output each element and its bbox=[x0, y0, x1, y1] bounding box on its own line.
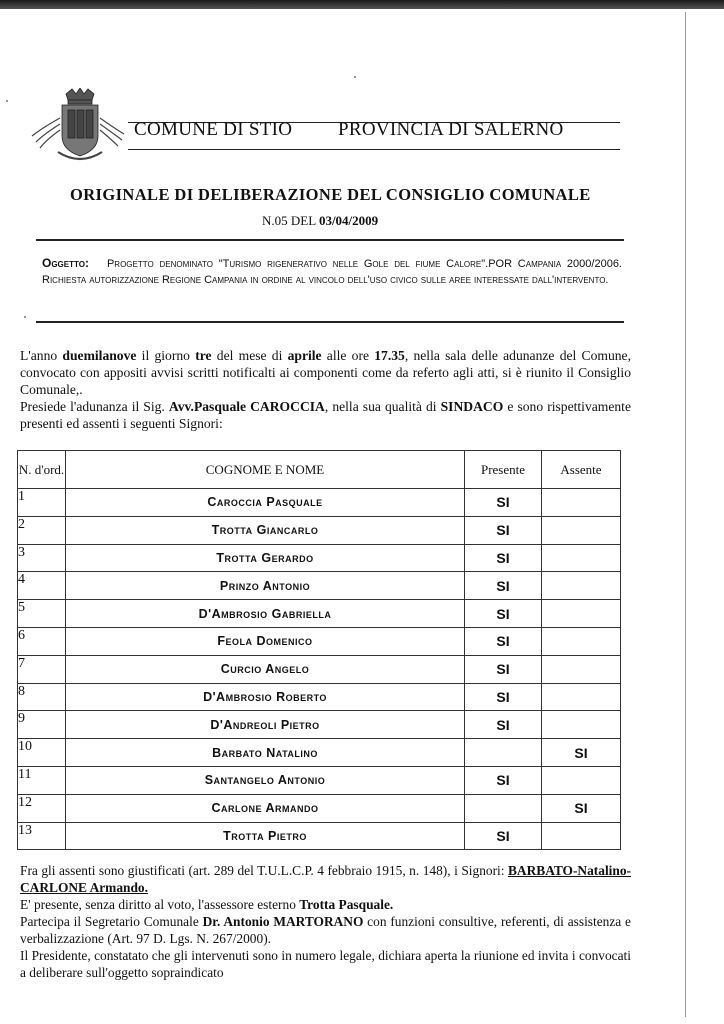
deliberation-number bbox=[262, 213, 378, 229]
footer-para-assessor bbox=[20, 896, 631, 913]
attendance-row bbox=[18, 766, 621, 794]
present-mark: SI bbox=[465, 600, 542, 628]
attendance-row bbox=[18, 822, 621, 850]
secretary-name: Dr. Antonio MARTORANO bbox=[202, 914, 364, 929]
present-mark: SI bbox=[465, 711, 542, 739]
row-number: 9 bbox=[18, 711, 66, 739]
scan-top-border bbox=[0, 0, 724, 9]
present-mark: SI bbox=[465, 766, 542, 794]
intro-month: aprile bbox=[287, 348, 322, 363]
member-name: Feola Domenico bbox=[66, 627, 465, 655]
president-role: SINDACO bbox=[440, 399, 504, 414]
present-mark: SI bbox=[465, 489, 542, 517]
attendance-body bbox=[18, 489, 621, 850]
attendance-row bbox=[18, 544, 621, 572]
present-mark: SI bbox=[465, 655, 542, 683]
document-title: ORIGINALE DI DELIBERAZIONE DEL CONSIGLIO COMUNALE bbox=[70, 185, 591, 204]
divider-above-oggetto bbox=[36, 239, 624, 241]
present-mark: SI bbox=[465, 683, 542, 711]
member-name: D'Ambrosio Gabriella bbox=[66, 600, 465, 628]
attendance-row bbox=[18, 489, 621, 517]
row-number: 13 bbox=[18, 822, 66, 850]
member-name: Trotta Pietro bbox=[66, 822, 465, 850]
intro-paragraph bbox=[20, 347, 631, 432]
attendance-row bbox=[18, 516, 621, 544]
row-number: 5 bbox=[18, 600, 66, 628]
attendance-row bbox=[18, 655, 621, 683]
row-number: 8 bbox=[18, 683, 66, 711]
member-name: Santangelo Antonio bbox=[66, 766, 465, 794]
present-mark: SI bbox=[465, 516, 542, 544]
footer-para-absent bbox=[20, 862, 631, 896]
provincia-name: PROVINCIA DI SALERNO bbox=[338, 119, 564, 140]
present-mark bbox=[465, 794, 542, 822]
letterhead-rule-bottom bbox=[128, 149, 620, 150]
absent-mark bbox=[542, 544, 621, 572]
absent-mark: SI bbox=[542, 739, 621, 767]
intro-text: del mese di bbox=[211, 348, 288, 363]
deliberation-number-prefix: N.05 DEL bbox=[262, 213, 319, 228]
assessor-name: Trotta Pasquale. bbox=[299, 897, 394, 912]
attendance-header-row bbox=[18, 451, 621, 489]
scan-speck bbox=[6, 100, 8, 102]
intro-text: , nella sala delle adunanze del Comune, convocato con appositi avvisi scritti notificalti ai componenti come da referto agli atti, si è riunito il Consiglio Comunale,. bbox=[20, 348, 631, 397]
member-name: Carlone Armando bbox=[66, 794, 465, 822]
president-name: Avv.Pasquale CAROCCIA bbox=[168, 399, 325, 414]
oggetto-section bbox=[42, 255, 622, 288]
row-number: 12 bbox=[18, 794, 66, 822]
present-mark: SI bbox=[465, 544, 542, 572]
divider-below-oggetto bbox=[36, 321, 624, 323]
absent-mark bbox=[542, 711, 621, 739]
absent-mark bbox=[542, 600, 621, 628]
municipal-crest-icon bbox=[28, 88, 138, 168]
deliberation-date: 03/04/2009 bbox=[318, 213, 379, 228]
attendance-row bbox=[18, 627, 621, 655]
footer-para-quorum: Il Presidente, constatato che gli intervenuti sono in numero legale, dichiara aperta la riunione ed invita i convocati a deliberare sull'oggetto sopraindicato bbox=[20, 948, 631, 980]
row-number: 6 bbox=[18, 627, 66, 655]
intro-text: L'anno bbox=[20, 348, 63, 363]
intro-year: duemilanove bbox=[62, 348, 137, 363]
footer-text-run: Fra gli assenti sono giustificati (art. 289 del T.U.L.C.P. 4 febbraio 1915, n. 148), i Signori: bbox=[20, 863, 508, 878]
intro-line-1 bbox=[20, 347, 631, 398]
absent-mark bbox=[542, 683, 621, 711]
row-number: 4 bbox=[18, 572, 66, 600]
letterhead bbox=[28, 88, 618, 168]
row-number: 1 bbox=[18, 489, 66, 517]
comune-name: COMUNE DI STIO bbox=[134, 119, 293, 140]
footer-text-run: Partecipa il Segretario Comunale bbox=[20, 914, 203, 929]
row-number: 10 bbox=[18, 739, 66, 767]
absent-mark: SI bbox=[542, 794, 621, 822]
intro-text: , nella sua qualità di bbox=[324, 399, 441, 414]
header-name: COGNOME E NOME bbox=[66, 451, 465, 489]
present-mark: SI bbox=[465, 822, 542, 850]
member-name: Trotta Giancarlo bbox=[66, 516, 465, 544]
present-mark: SI bbox=[465, 572, 542, 600]
scan-speck bbox=[354, 76, 356, 78]
present-mark bbox=[465, 739, 542, 767]
absent-mark bbox=[542, 516, 621, 544]
row-number: 3 bbox=[18, 544, 66, 572]
row-number: 2 bbox=[18, 516, 66, 544]
absent-mark bbox=[542, 822, 621, 850]
member-name: Curcio Angelo bbox=[66, 655, 465, 683]
member-name: Prinzo Antonio bbox=[66, 572, 465, 600]
intro-time: 17.35 bbox=[374, 348, 405, 363]
header-present: Presente bbox=[465, 451, 542, 489]
justified-absent-names: BARBATO-Natalino- CARLONE Armando. bbox=[20, 863, 631, 895]
intro-text: il giorno bbox=[136, 348, 196, 363]
oggetto-text: Progetto denominato "Turismo rigenerativo nelle Gole del fiume Calore".POR Campania 2000/2006. Richiesta autorizzazione Regione Campania in ordine al vincolo dell'uso civico sulle aree interessate dall'intervento. bbox=[42, 258, 622, 286]
attendance-row bbox=[18, 683, 621, 711]
absent-mark bbox=[542, 572, 621, 600]
member-name: D'Ambrosio Roberto bbox=[66, 683, 465, 711]
attendance-row bbox=[18, 600, 621, 628]
footer-text bbox=[20, 862, 631, 981]
attendance-row bbox=[18, 572, 621, 600]
absent-mark bbox=[542, 655, 621, 683]
footer-para-secretary bbox=[20, 913, 631, 947]
attendance-row bbox=[18, 739, 621, 767]
attendance-table bbox=[17, 450, 621, 850]
absent-mark bbox=[542, 627, 621, 655]
row-number: 7 bbox=[18, 655, 66, 683]
row-number: 11 bbox=[18, 766, 66, 794]
attendance-row bbox=[18, 711, 621, 739]
present-mark: SI bbox=[465, 627, 542, 655]
absent-mark bbox=[542, 489, 621, 517]
member-name: Caroccia Pasquale bbox=[66, 489, 465, 517]
intro-day: tre bbox=[195, 348, 212, 363]
intro-text: Presiede l'adunanza il Sig. bbox=[20, 399, 169, 414]
absent-mark bbox=[542, 766, 621, 794]
intro-line-2 bbox=[20, 398, 631, 432]
intro-text: alle ore bbox=[321, 348, 375, 363]
member-name: Barbato Natalino bbox=[66, 739, 465, 767]
footer-text-run: con funzioni consultive, referenti, di assistenza e verbalizzazione (Art. 97 D. Lgs. N. 267/2000). bbox=[20, 914, 631, 946]
header-num: N. d'ord. bbox=[18, 451, 66, 489]
member-name: Trotta Gerardo bbox=[66, 544, 465, 572]
header-absent: Assente bbox=[542, 451, 621, 489]
oggetto-label: Oggetto: bbox=[42, 256, 89, 270]
scan-page-edge bbox=[685, 12, 686, 1017]
scan-speck bbox=[24, 316, 26, 318]
member-name: D'Andreoli Pietro bbox=[66, 711, 465, 739]
attendance-row bbox=[18, 794, 621, 822]
intro-text: e sono rispettivamente presenti ed assenti i seguenti Signori: bbox=[20, 399, 631, 431]
footer-text-run: E' presente, senza diritto al voto, l'assessore esterno bbox=[20, 897, 300, 912]
